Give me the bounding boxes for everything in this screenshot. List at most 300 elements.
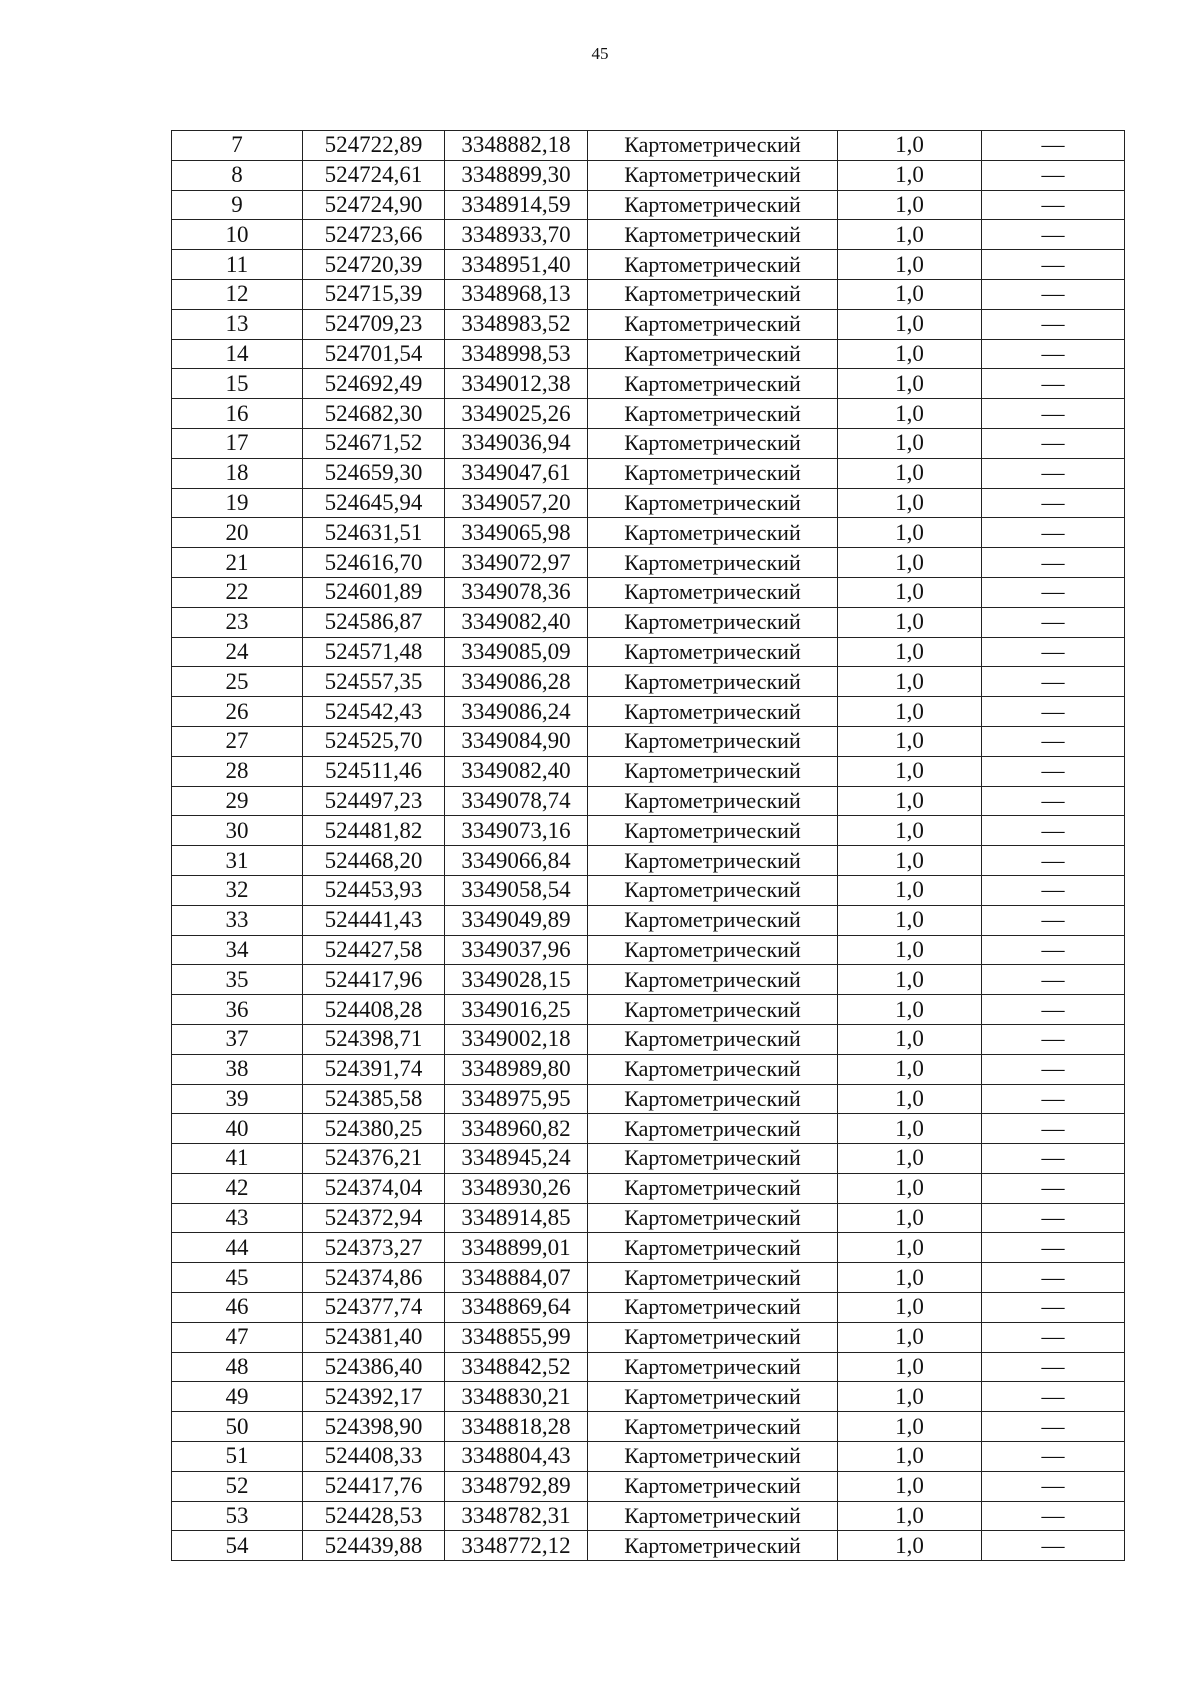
method-cell: Картометрический <box>588 1442 838 1472</box>
accuracy-cell: 1,0 <box>838 905 982 935</box>
table-row <box>172 905 1125 935</box>
coordinates-table <box>171 130 1125 1561</box>
accuracy-cell: 1,0 <box>838 1322 982 1352</box>
method-cell: Картометрический <box>588 309 838 339</box>
x-coordinate-cell: 524481,82 <box>303 816 445 846</box>
note-cell: — <box>982 548 1125 578</box>
x-coordinate-cell: 524441,43 <box>303 905 445 935</box>
x-coordinate-cell: 524392,17 <box>303 1382 445 1412</box>
x-coordinate-cell: 524722,89 <box>303 131 445 161</box>
point-number-cell: 35 <box>172 965 303 995</box>
accuracy-cell: 1,0 <box>838 1442 982 1472</box>
point-number-cell: 42 <box>172 1173 303 1203</box>
method-cell: Картометрический <box>588 905 838 935</box>
y-coordinate-cell: 3348983,52 <box>445 309 588 339</box>
method-cell: Картометрический <box>588 339 838 369</box>
y-coordinate-cell: 3348951,40 <box>445 250 588 280</box>
x-coordinate-cell: 524601,89 <box>303 577 445 607</box>
note-cell: — <box>982 339 1125 369</box>
table-row <box>172 131 1125 161</box>
x-coordinate-cell: 524453,93 <box>303 875 445 905</box>
table-row <box>172 816 1125 846</box>
method-cell: Картометрический <box>588 1173 838 1203</box>
note-cell: — <box>982 1293 1125 1323</box>
y-coordinate-cell: 3349058,54 <box>445 875 588 905</box>
y-coordinate-cell: 3348818,28 <box>445 1412 588 1442</box>
x-coordinate-cell: 524645,94 <box>303 488 445 518</box>
point-number-cell: 19 <box>172 488 303 518</box>
method-cell: Картометрический <box>588 577 838 607</box>
x-coordinate-cell: 524671,52 <box>303 428 445 458</box>
x-coordinate-cell: 524386,40 <box>303 1352 445 1382</box>
method-cell: Картометрический <box>588 1501 838 1531</box>
x-coordinate-cell: 524374,04 <box>303 1173 445 1203</box>
y-coordinate-cell: 3348869,64 <box>445 1293 588 1323</box>
y-coordinate-cell: 3349037,96 <box>445 935 588 965</box>
accuracy-cell: 1,0 <box>838 786 982 816</box>
accuracy-cell: 1,0 <box>838 220 982 250</box>
method-cell: Картометрический <box>588 1322 838 1352</box>
accuracy-cell: 1,0 <box>838 1024 982 1054</box>
x-coordinate-cell: 524682,30 <box>303 399 445 429</box>
method-cell: Картометрический <box>588 399 838 429</box>
x-coordinate-cell: 524631,51 <box>303 518 445 548</box>
note-cell: — <box>982 607 1125 637</box>
accuracy-cell: 1,0 <box>838 518 982 548</box>
y-coordinate-cell: 3349028,15 <box>445 965 588 995</box>
method-cell: Картометрический <box>588 965 838 995</box>
accuracy-cell: 1,0 <box>838 1203 982 1233</box>
x-coordinate-cell: 524439,88 <box>303 1531 445 1561</box>
method-cell: Картометрический <box>588 1293 838 1323</box>
method-cell: Картометрический <box>588 548 838 578</box>
method-cell: Картометрический <box>588 935 838 965</box>
y-coordinate-cell: 3349047,61 <box>445 458 588 488</box>
table-row <box>172 756 1125 786</box>
y-coordinate-cell: 3349049,89 <box>445 905 588 935</box>
y-coordinate-cell: 3349016,25 <box>445 995 588 1025</box>
y-coordinate-cell: 3348772,12 <box>445 1531 588 1561</box>
accuracy-cell: 1,0 <box>838 637 982 667</box>
note-cell: — <box>982 667 1125 697</box>
point-number-cell: 9 <box>172 190 303 220</box>
method-cell: Картометрический <box>588 726 838 756</box>
x-coordinate-cell: 524659,30 <box>303 458 445 488</box>
note-cell: — <box>982 1114 1125 1144</box>
accuracy-cell: 1,0 <box>838 250 982 280</box>
accuracy-cell: 1,0 <box>838 607 982 637</box>
accuracy-cell: 1,0 <box>838 756 982 786</box>
x-coordinate-cell: 524542,43 <box>303 697 445 727</box>
point-number-cell: 38 <box>172 1054 303 1084</box>
point-number-cell: 49 <box>172 1382 303 1412</box>
point-number-cell: 52 <box>172 1471 303 1501</box>
point-number-cell: 40 <box>172 1114 303 1144</box>
note-cell: — <box>982 1173 1125 1203</box>
note-cell: — <box>982 1084 1125 1114</box>
point-number-cell: 11 <box>172 250 303 280</box>
table-row <box>172 1531 1125 1561</box>
y-coordinate-cell: 3349086,28 <box>445 667 588 697</box>
accuracy-cell: 1,0 <box>838 190 982 220</box>
x-coordinate-cell: 524391,74 <box>303 1054 445 1084</box>
y-coordinate-cell: 3348884,07 <box>445 1263 588 1293</box>
accuracy-cell: 1,0 <box>838 995 982 1025</box>
table-row <box>172 1144 1125 1174</box>
table-row <box>172 1352 1125 1382</box>
note-cell: — <box>982 1352 1125 1382</box>
method-cell: Картометрический <box>588 190 838 220</box>
point-number-cell: 41 <box>172 1144 303 1174</box>
table-row <box>172 935 1125 965</box>
accuracy-cell: 1,0 <box>838 131 982 161</box>
accuracy-cell: 1,0 <box>838 667 982 697</box>
point-number-cell: 37 <box>172 1024 303 1054</box>
y-coordinate-cell: 3348792,89 <box>445 1471 588 1501</box>
note-cell: — <box>982 786 1125 816</box>
method-cell: Картометрический <box>588 131 838 161</box>
point-number-cell: 20 <box>172 518 303 548</box>
table-row <box>172 1293 1125 1323</box>
point-number-cell: 39 <box>172 1084 303 1114</box>
y-coordinate-cell: 3349078,36 <box>445 577 588 607</box>
table-row <box>172 577 1125 607</box>
y-coordinate-cell: 3348842,52 <box>445 1352 588 1382</box>
table-row <box>172 965 1125 995</box>
method-cell: Картометрический <box>588 1144 838 1174</box>
x-coordinate-cell: 524497,23 <box>303 786 445 816</box>
table-row <box>172 726 1125 756</box>
point-number-cell: 43 <box>172 1203 303 1233</box>
note-cell: — <box>982 160 1125 190</box>
accuracy-cell: 1,0 <box>838 548 982 578</box>
note-cell: — <box>982 726 1125 756</box>
accuracy-cell: 1,0 <box>838 965 982 995</box>
y-coordinate-cell: 3348989,80 <box>445 1054 588 1084</box>
x-coordinate-cell: 524557,35 <box>303 667 445 697</box>
table-row <box>172 637 1125 667</box>
table-row <box>172 279 1125 309</box>
y-coordinate-cell: 3348855,99 <box>445 1322 588 1352</box>
y-coordinate-cell: 3349065,98 <box>445 518 588 548</box>
table-row <box>172 1382 1125 1412</box>
table-row <box>172 1084 1125 1114</box>
table-row <box>172 309 1125 339</box>
note-cell: — <box>982 935 1125 965</box>
table-row <box>172 1024 1125 1054</box>
point-number-cell: 25 <box>172 667 303 697</box>
coordinates-table-body <box>172 131 1125 1561</box>
method-cell: Картометрический <box>588 1233 838 1263</box>
note-cell: — <box>982 220 1125 250</box>
accuracy-cell: 1,0 <box>838 935 982 965</box>
note-cell: — <box>982 518 1125 548</box>
accuracy-cell: 1,0 <box>838 1173 982 1203</box>
method-cell: Картометрический <box>588 1084 838 1114</box>
table-row <box>172 607 1125 637</box>
note-cell: — <box>982 846 1125 876</box>
accuracy-cell: 1,0 <box>838 160 982 190</box>
accuracy-cell: 1,0 <box>838 488 982 518</box>
point-number-cell: 26 <box>172 697 303 727</box>
y-coordinate-cell: 3348975,95 <box>445 1084 588 1114</box>
point-number-cell: 51 <box>172 1442 303 1472</box>
x-coordinate-cell: 524427,58 <box>303 935 445 965</box>
method-cell: Картометрический <box>588 697 838 727</box>
y-coordinate-cell: 3349085,09 <box>445 637 588 667</box>
accuracy-cell: 1,0 <box>838 697 982 727</box>
point-number-cell: 18 <box>172 458 303 488</box>
note-cell: — <box>982 250 1125 280</box>
table-row <box>172 458 1125 488</box>
x-coordinate-cell: 524374,86 <box>303 1263 445 1293</box>
table-row <box>172 488 1125 518</box>
note-cell: — <box>982 1382 1125 1412</box>
point-number-cell: 31 <box>172 846 303 876</box>
x-coordinate-cell: 524373,27 <box>303 1233 445 1263</box>
method-cell: Картометрический <box>588 369 838 399</box>
point-number-cell: 44 <box>172 1233 303 1263</box>
note-cell: — <box>982 190 1125 220</box>
method-cell: Картометрический <box>588 1471 838 1501</box>
x-coordinate-cell: 524701,54 <box>303 339 445 369</box>
method-cell: Картометрический <box>588 1203 838 1233</box>
method-cell: Картометрический <box>588 816 838 846</box>
method-cell: Картометрический <box>588 279 838 309</box>
method-cell: Картометрический <box>588 160 838 190</box>
y-coordinate-cell: 3349086,24 <box>445 697 588 727</box>
x-coordinate-cell: 524381,40 <box>303 1322 445 1352</box>
point-number-cell: 36 <box>172 995 303 1025</box>
method-cell: Картометрический <box>588 1114 838 1144</box>
note-cell: — <box>982 1054 1125 1084</box>
x-coordinate-cell: 524724,61 <box>303 160 445 190</box>
point-number-cell: 45 <box>172 1263 303 1293</box>
note-cell: — <box>982 309 1125 339</box>
point-number-cell: 33 <box>172 905 303 935</box>
method-cell: Картометрический <box>588 1412 838 1442</box>
y-coordinate-cell: 3349012,38 <box>445 369 588 399</box>
accuracy-cell: 1,0 <box>838 846 982 876</box>
accuracy-cell: 1,0 <box>838 279 982 309</box>
method-cell: Картометрический <box>588 488 838 518</box>
page-number: 45 <box>591 44 609 63</box>
y-coordinate-cell: 3348945,24 <box>445 1144 588 1174</box>
accuracy-cell: 1,0 <box>838 1471 982 1501</box>
note-cell: — <box>982 637 1125 667</box>
y-coordinate-cell: 3348933,70 <box>445 220 588 250</box>
point-number-cell: 12 <box>172 279 303 309</box>
method-cell: Картометрический <box>588 846 838 876</box>
table-row <box>172 846 1125 876</box>
point-number-cell: 24 <box>172 637 303 667</box>
accuracy-cell: 1,0 <box>838 428 982 458</box>
x-coordinate-cell: 524428,53 <box>303 1501 445 1531</box>
note-cell: — <box>982 1471 1125 1501</box>
accuracy-cell: 1,0 <box>838 1084 982 1114</box>
note-cell: — <box>982 1144 1125 1174</box>
table-row <box>172 1203 1125 1233</box>
point-number-cell: 13 <box>172 309 303 339</box>
x-coordinate-cell: 524380,25 <box>303 1114 445 1144</box>
point-number-cell: 8 <box>172 160 303 190</box>
note-cell: — <box>982 816 1125 846</box>
point-number-cell: 46 <box>172 1293 303 1323</box>
point-number-cell: 21 <box>172 548 303 578</box>
note-cell: — <box>982 399 1125 429</box>
point-number-cell: 28 <box>172 756 303 786</box>
method-cell: Картометрический <box>588 518 838 548</box>
x-coordinate-cell: 524724,90 <box>303 190 445 220</box>
accuracy-cell: 1,0 <box>838 816 982 846</box>
table-row <box>172 190 1125 220</box>
table-row <box>172 875 1125 905</box>
note-cell: — <box>982 995 1125 1025</box>
point-number-cell: 23 <box>172 607 303 637</box>
note-cell: — <box>982 577 1125 607</box>
x-coordinate-cell: 524398,71 <box>303 1024 445 1054</box>
point-number-cell: 48 <box>172 1352 303 1382</box>
method-cell: Картометрический <box>588 428 838 458</box>
table-row <box>172 250 1125 280</box>
note-cell: — <box>982 488 1125 518</box>
accuracy-cell: 1,0 <box>838 1352 982 1382</box>
accuracy-cell: 1,0 <box>838 309 982 339</box>
table-row <box>172 697 1125 727</box>
point-number-cell: 15 <box>172 369 303 399</box>
accuracy-cell: 1,0 <box>838 875 982 905</box>
x-coordinate-cell: 524398,90 <box>303 1412 445 1442</box>
point-number-cell: 7 <box>172 131 303 161</box>
table-row <box>172 160 1125 190</box>
table-row <box>172 667 1125 697</box>
note-cell: — <box>982 1322 1125 1352</box>
table-row <box>172 1114 1125 1144</box>
method-cell: Картометрический <box>588 250 838 280</box>
table-row <box>172 369 1125 399</box>
table-row <box>172 1412 1125 1442</box>
y-coordinate-cell: 3349084,90 <box>445 726 588 756</box>
accuracy-cell: 1,0 <box>838 1412 982 1442</box>
accuracy-cell: 1,0 <box>838 1233 982 1263</box>
table-row <box>172 1442 1125 1472</box>
y-coordinate-cell: 3349057,20 <box>445 488 588 518</box>
x-coordinate-cell: 524468,20 <box>303 846 445 876</box>
y-coordinate-cell: 3348968,13 <box>445 279 588 309</box>
x-coordinate-cell: 524377,74 <box>303 1293 445 1323</box>
accuracy-cell: 1,0 <box>838 1263 982 1293</box>
note-cell: — <box>982 1442 1125 1472</box>
note-cell: — <box>982 1531 1125 1561</box>
y-coordinate-cell: 3349082,40 <box>445 756 588 786</box>
x-coordinate-cell: 524715,39 <box>303 279 445 309</box>
table-row <box>172 399 1125 429</box>
x-coordinate-cell: 524372,94 <box>303 1203 445 1233</box>
accuracy-cell: 1,0 <box>838 1531 982 1561</box>
y-coordinate-cell: 3348782,31 <box>445 1501 588 1531</box>
method-cell: Картометрический <box>588 220 838 250</box>
x-coordinate-cell: 524571,48 <box>303 637 445 667</box>
method-cell: Картометрический <box>588 1352 838 1382</box>
point-number-cell: 34 <box>172 935 303 965</box>
point-number-cell: 53 <box>172 1501 303 1531</box>
x-coordinate-cell: 524376,21 <box>303 1144 445 1174</box>
method-cell: Картометрический <box>588 1054 838 1084</box>
x-coordinate-cell: 524692,49 <box>303 369 445 399</box>
y-coordinate-cell: 3348882,18 <box>445 131 588 161</box>
note-cell: — <box>982 697 1125 727</box>
accuracy-cell: 1,0 <box>838 726 982 756</box>
method-cell: Картометрический <box>588 458 838 488</box>
note-cell: — <box>982 965 1125 995</box>
note-cell: — <box>982 1024 1125 1054</box>
table-row <box>172 1501 1125 1531</box>
method-cell: Картометрический <box>588 756 838 786</box>
method-cell: Картометрический <box>588 1382 838 1412</box>
x-coordinate-cell: 524385,58 <box>303 1084 445 1114</box>
accuracy-cell: 1,0 <box>838 1382 982 1412</box>
x-coordinate-cell: 524525,70 <box>303 726 445 756</box>
x-coordinate-cell: 524709,23 <box>303 309 445 339</box>
y-coordinate-cell: 3348914,85 <box>445 1203 588 1233</box>
table-row <box>172 1173 1125 1203</box>
y-coordinate-cell: 3349002,18 <box>445 1024 588 1054</box>
point-number-cell: 47 <box>172 1322 303 1352</box>
note-cell: — <box>982 1263 1125 1293</box>
accuracy-cell: 1,0 <box>838 339 982 369</box>
y-coordinate-cell: 3348914,59 <box>445 190 588 220</box>
y-coordinate-cell: 3348998,53 <box>445 339 588 369</box>
y-coordinate-cell: 3348899,30 <box>445 160 588 190</box>
point-number-cell: 16 <box>172 399 303 429</box>
point-number-cell: 27 <box>172 726 303 756</box>
y-coordinate-cell: 3348930,26 <box>445 1173 588 1203</box>
x-coordinate-cell: 524723,66 <box>303 220 445 250</box>
point-number-cell: 30 <box>172 816 303 846</box>
table-row <box>172 220 1125 250</box>
method-cell: Картометрический <box>588 875 838 905</box>
method-cell: Картометрический <box>588 995 838 1025</box>
table-row <box>172 786 1125 816</box>
note-cell: — <box>982 428 1125 458</box>
note-cell: — <box>982 369 1125 399</box>
note-cell: — <box>982 1412 1125 1442</box>
note-cell: — <box>982 458 1125 488</box>
point-number-cell: 29 <box>172 786 303 816</box>
table-row <box>172 1233 1125 1263</box>
y-coordinate-cell: 3348960,82 <box>445 1114 588 1144</box>
point-number-cell: 10 <box>172 220 303 250</box>
table-row <box>172 548 1125 578</box>
note-cell: — <box>982 905 1125 935</box>
y-coordinate-cell: 3349072,97 <box>445 548 588 578</box>
accuracy-cell: 1,0 <box>838 1114 982 1144</box>
x-coordinate-cell: 524720,39 <box>303 250 445 280</box>
y-coordinate-cell: 3348899,01 <box>445 1233 588 1263</box>
y-coordinate-cell: 3349078,74 <box>445 786 588 816</box>
x-coordinate-cell: 524616,70 <box>303 548 445 578</box>
table-row <box>172 995 1125 1025</box>
x-coordinate-cell: 524408,28 <box>303 995 445 1025</box>
accuracy-cell: 1,0 <box>838 577 982 607</box>
y-coordinate-cell: 3349073,16 <box>445 816 588 846</box>
accuracy-cell: 1,0 <box>838 1054 982 1084</box>
note-cell: — <box>982 756 1125 786</box>
table-row <box>172 1471 1125 1501</box>
note-cell: — <box>982 279 1125 309</box>
point-number-cell: 54 <box>172 1531 303 1561</box>
accuracy-cell: 1,0 <box>838 1144 982 1174</box>
